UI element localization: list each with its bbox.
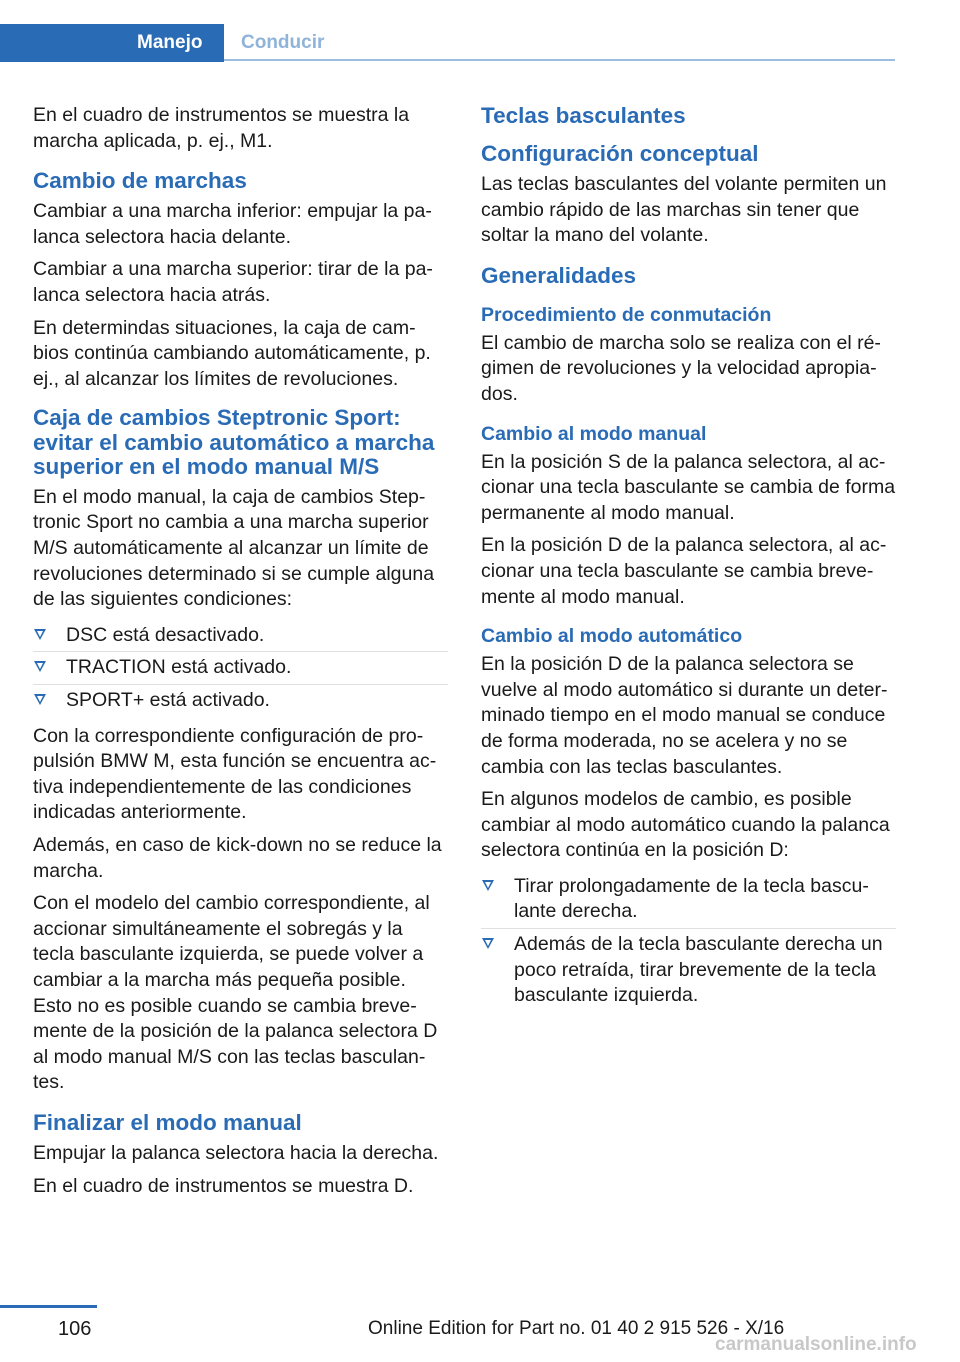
left-column	[33, 103, 448, 1206]
triangle-bullet-icon	[34, 694, 46, 705]
paragraph: Empujar la palanca selectora hacia la derecha.	[33, 1141, 439, 1164]
footer-divider	[0, 1305, 97, 1308]
list-item	[33, 685, 448, 717]
list-item-text: Tirar prolongadamente de la tecla bascu‐lante derecha.	[514, 874, 869, 923]
section-title-teclas: Teclas basculantes	[481, 103, 686, 128]
paragraph: Cambiar a una marcha superior: tirar de la pa‐lanca selectora hacia atrás.	[33, 258, 433, 306]
paragraph: En la posición D de la palanca selectora, al ac‐cionar una tecla basculante se cambia breve‐mente al modo manual.	[481, 534, 887, 608]
list-item	[481, 871, 896, 929]
triangle-bullet-icon	[482, 938, 494, 949]
paragraph: Además, en caso de kick-down no se reduce la marcha.	[33, 833, 442, 882]
list-item	[33, 652, 448, 685]
condition-list	[33, 620, 448, 717]
section-heading-generalidades: Generalidades	[481, 262, 637, 288]
subheading-procedimiento: Procedimiento de conmutación	[481, 303, 772, 326]
list-item-text: SPORT+ está activado.	[66, 689, 270, 711]
section-heading-caja: Caja de cambios Steptronic Sport: evitar el cambio automático a marcha superior en el modo manual M/S	[33, 405, 435, 480]
paragraph: En la posición S de la palanca selectora, al ac‐cionar una tecla basculante se cambia de forma permanente al modo manual.	[481, 450, 896, 524]
list-item-text: TRACTION está activado.	[66, 656, 292, 679]
list-item	[33, 620, 448, 653]
action-list	[481, 871, 896, 1012]
edition-text: Online Edition for Part no. 01 40 2 915 526 - X/16	[368, 1318, 785, 1339]
subheading-manual: Cambio al modo manual	[481, 422, 707, 445]
triangle-bullet-icon	[34, 661, 46, 672]
section-heading-cambio: Cambio de marchas	[33, 168, 247, 194]
list-item-text: Además de la tecla basculante derecha un poco retraída, tirar brevemente de la tecla basculante izquierda.	[514, 933, 883, 1007]
header-divider	[224, 59, 895, 61]
tab-conducir-label[interactable]: Conducir	[241, 32, 325, 53]
paragraph: El cambio de marcha solo se realiza con el ré‐gimen de revoluciones y la velocidad apropia‐dos.	[481, 331, 881, 405]
page-number: 106	[58, 1318, 92, 1340]
chapter-header	[0, 24, 895, 62]
subheading-automatico: Cambio al modo automático	[481, 625, 743, 648]
triangle-bullet-icon	[34, 629, 46, 640]
paragraph: Cambiar a una marcha inferior: empujar la pa‐lanca selectora hacia delante.	[33, 200, 432, 248]
paragraph: En el modo manual, la caja de cambios Step‐tronic Sport no cambia a una marcha superior M/S automáticamente al alcanzar un límite de revoluciones determinado si se cumple alguna de las siguientes condiciones:	[33, 485, 435, 611]
paragraph: En el cuadro de instrumentos se muestra D.	[33, 1174, 414, 1197]
section-heading-finalizar: Finalizar el modo manual	[33, 1109, 302, 1135]
paragraph: En la posición D de la palanca selectora se vuelve al modo automático si durante un deter‐minado tiempo en el modo manual se conduce de forma moderada, no se acelera y no se cambia con las teclas basculantes.	[481, 653, 888, 778]
paragraph: En el cuadro de instrumentos se muestra la marcha aplicada, p. ej., M1.	[33, 104, 410, 152]
paragraph: Las teclas basculantes del volante permiten un cambio rápido de las marchas sin tener que soltar la mano del volante.	[481, 173, 887, 247]
paragraph: En determindas situaciones, la caja de cam‐bios continúa cambiando automáticamente, p. ej., al alcanzar los límites de revoluciones.	[33, 316, 431, 390]
list-item-text: DSC está desactivado.	[66, 623, 265, 646]
tab-manejo-label: Manejo	[137, 32, 203, 53]
paragraph: Con la correspondiente configuración de pro‐pulsión BMW M, esta función se encuentra ac‐tiva independientemente de las condiciones indicadas anteriormente.	[33, 724, 437, 824]
watermark-text: carmanualsonline.info	[715, 1334, 917, 1355]
list-item	[481, 929, 896, 1012]
right-column	[481, 103, 896, 1019]
paragraph: En algunos modelos de cambio, es posible cambiar al modo automático cuando la palanca selectora continúa en la posición D:	[481, 788, 890, 862]
triangle-bullet-icon	[482, 880, 494, 891]
section-heading-config: Configuración conceptual	[481, 141, 759, 166]
paragraph: Con el modelo del cambio correspondiente, al accionar simultáneamente el sobregás y la tecla basculante izquierda, se puede volver a cambiar a la marcha más pequeña posible. Esto no es posible cuando se cambia breve‐mente de la posición de la palanca selectora D al modo manual M/S con las teclas basculan‐tes.	[33, 892, 438, 1094]
